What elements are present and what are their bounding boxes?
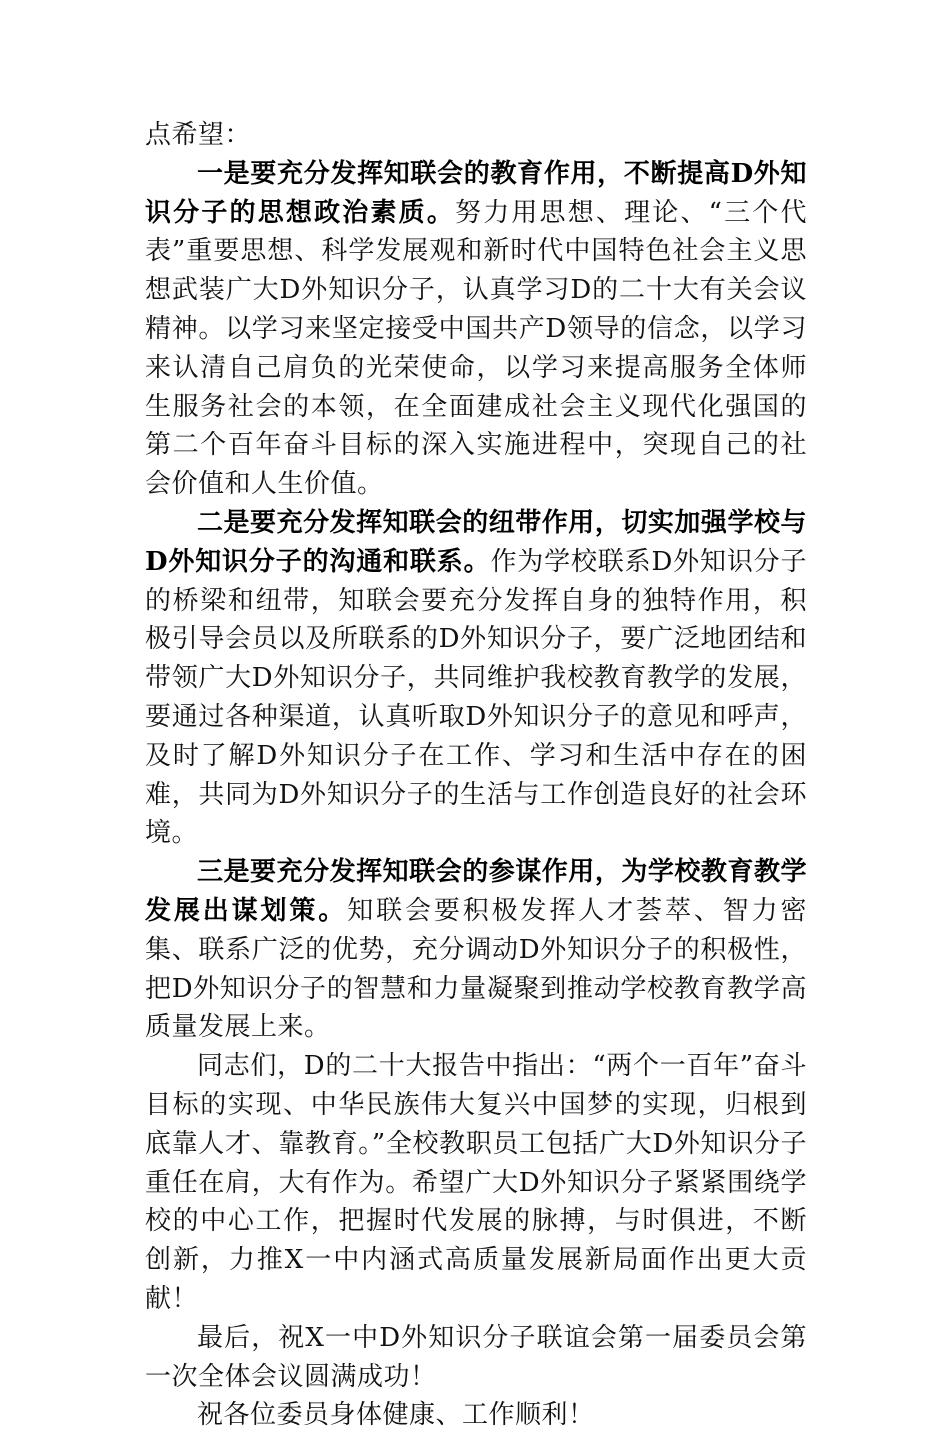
paragraph-text: 努力用思想、理论、“三个代表”重要思想、科学发展观和新时代中国特色社会主义思想武装广大D外知识分子，认真学习D的二十大有关会议精神。以学习来坚定接受中国共产D领导的信念，以学习来认清自己肩负的光荣使命，以学习来提高服务全体师生服务社会的本领，在全面建成社会主义现代化强国的第二个百年奋斗目标的深入实施进程中，突现自己的社会价值和人生价值。 xyxy=(145,197,807,500)
paragraph-text: 最后，祝X一中D外知识分子联谊会第一届委员会第一次全体会议圆满成功！ xyxy=(145,1322,807,1392)
paragraph-heading: 三是要充分发挥知联会的参谋作用，为学校教育教学发展出谋划策。 xyxy=(145,857,807,926)
paragraph-comrades xyxy=(145,1047,807,1319)
paragraph-point-two xyxy=(145,504,807,853)
paragraph-text: 祝各位委员身体健康、工作顺利！ xyxy=(197,1400,595,1431)
paragraph-text: 点希望： xyxy=(145,120,252,150)
paragraph-wishes xyxy=(145,1396,807,1435)
paragraph-heading: 二是要充分发挥知联会的纽带作用，切实加强学校与D外知识分子的沟通和联系。 xyxy=(145,507,807,577)
paragraph-point-three xyxy=(145,853,807,1047)
document-body xyxy=(145,116,807,1435)
paragraph-continuation xyxy=(145,116,807,155)
paragraph-text: 同志们，D的二十大报告中指出：“两个一百年”奋斗目标的实现、中华民族伟大复兴中国梦的实现，归根到底靠人才、靠教育。”全校教职员工包括广大D外知识分子重任在肩，大有作为。希望广大D外知识分子紧紧围绕学校的中心工作，把握时代发展的脉搏，与时俱进，不断创新，力推X一中内涵式高质量发展新局面作出更大贡献！ xyxy=(145,1051,807,1314)
paragraph-heading: 一是要充分发挥知联会的教育作用，不断提高D外知识分子的思想政治素质。 xyxy=(145,158,807,228)
paragraph-text: 作为学校联系D外知识分子的桥梁和纽带，知联会要充分发挥自身的独特作用，积极引导会员以及所联系的D外知识分子，要广泛地团结和带领广大D外知识分子，共同维护我校教育教学的发展，要通过各种渠道，认真听取D外知识分子的意见和呼声，及时了解D外知识分子在工作、学习和生活中存在的困难，共同为D外知识分子的生活与工作创造良好的社会环境。 xyxy=(145,546,807,849)
paragraph-text: 知联会要积极发挥人才荟萃、智力密集、联系广泛的优势，充分调动D外知识分子的积极性，把D外知识分子的智慧和力量凝聚到推动学校教育教学高质量发展上来。 xyxy=(145,895,807,1043)
paragraph-closing xyxy=(145,1319,807,1397)
paragraph-point-one xyxy=(145,155,807,504)
